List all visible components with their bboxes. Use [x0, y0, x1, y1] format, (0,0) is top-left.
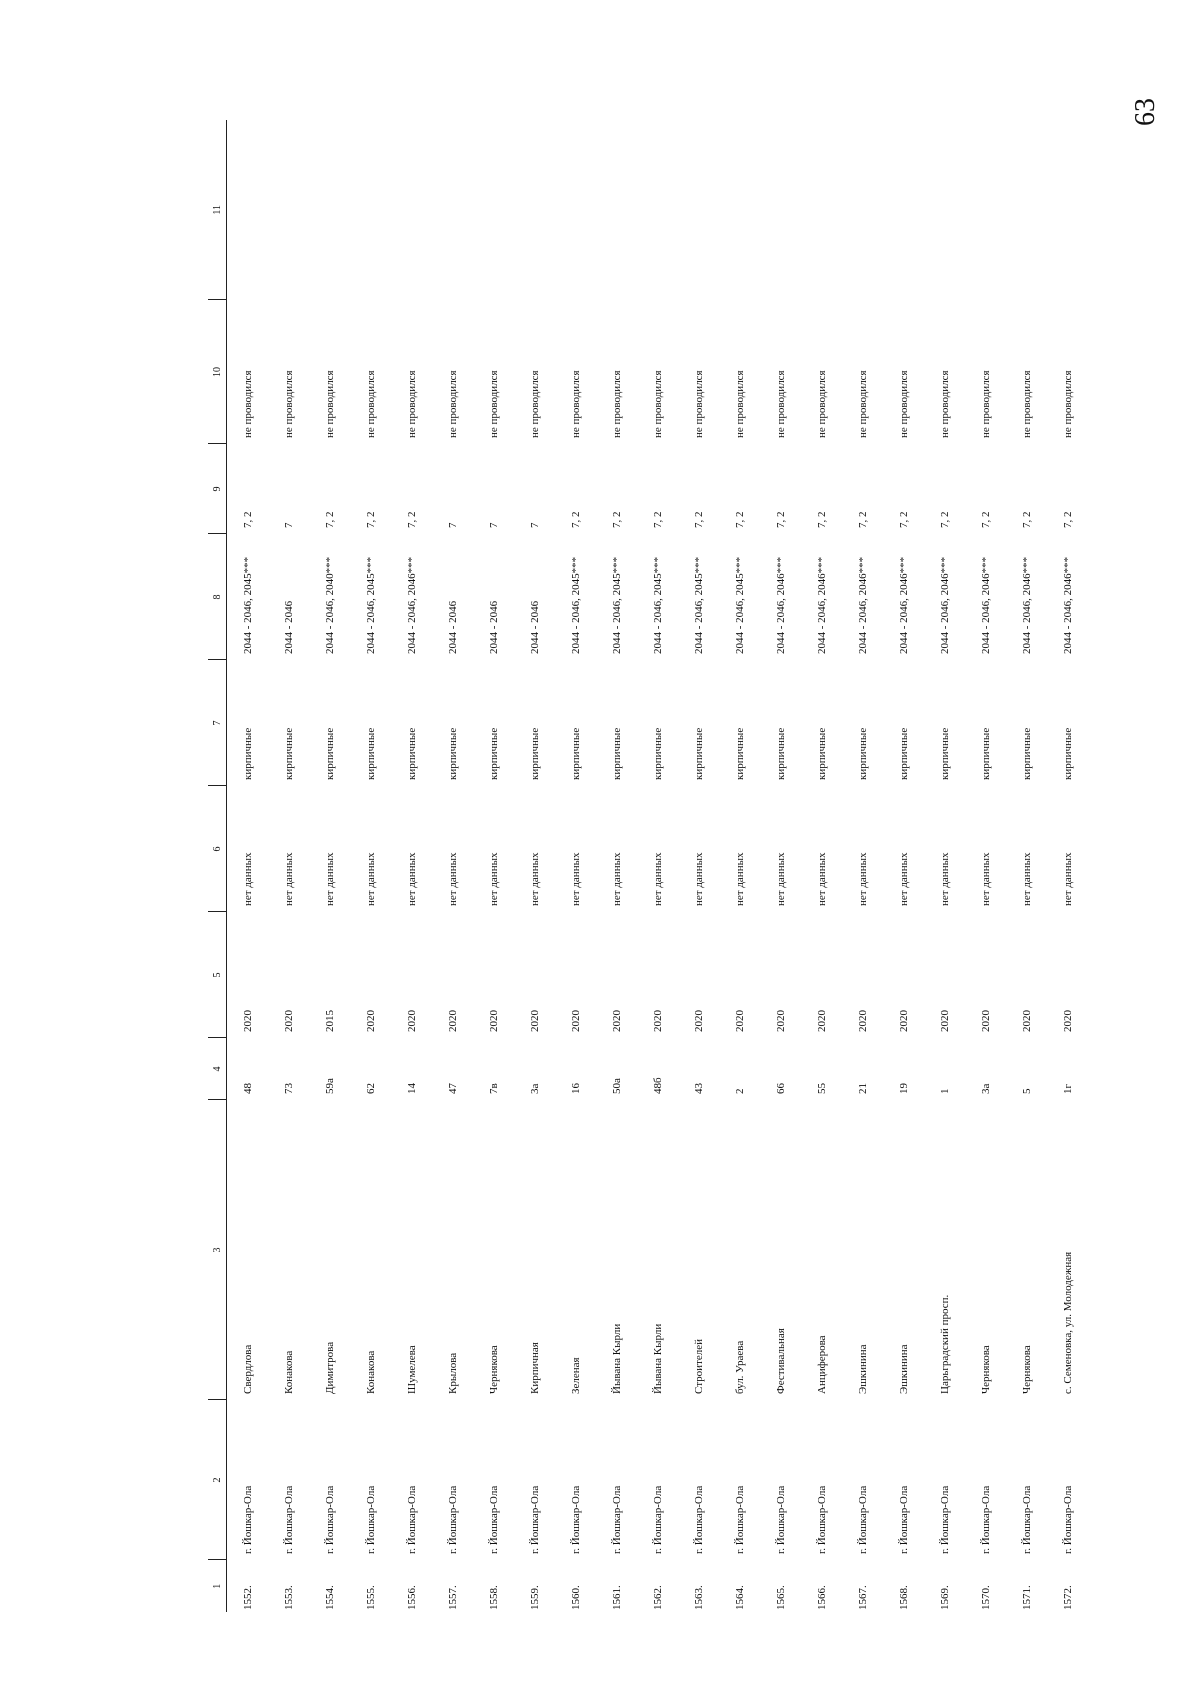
cell-street: Фестивальная [774, 1328, 787, 1394]
cell-data-status: нет данных [897, 852, 910, 906]
table-row [391, 120, 432, 1612]
cell-year: 2020 [692, 1010, 705, 1032]
cell-settlement: г. Йошкар-Ола [282, 1485, 295, 1554]
cell-note [678, 120, 719, 300]
cell-inspection-status: не проводился [692, 370, 705, 438]
cell-settlement: г. Йошкар-Ола [979, 1485, 992, 1554]
cell-row-number: 1570. [979, 1585, 992, 1610]
cell-data-status: нет данных [364, 852, 377, 906]
cell-work-type: 7, 2 [897, 511, 910, 528]
cell-repair-period: 2044 - 2046, 2046*** [405, 556, 418, 654]
table-row [309, 120, 350, 1612]
cell-year: 2020 [364, 1010, 377, 1032]
table-row [227, 120, 269, 1612]
cell-data-status: нет данных [938, 852, 951, 906]
cell-note [596, 120, 637, 300]
table-row [924, 120, 965, 1612]
table-row [842, 120, 883, 1612]
cell-settlement: г. Йошкар-Ола [774, 1485, 787, 1554]
cell-house-number: 73 [282, 1083, 295, 1094]
cell-street: Шумелева [405, 1345, 418, 1394]
cell-inspection-status: не проводился [323, 370, 336, 438]
cell-repair-period: 2044 - 2046, 2045*** [364, 556, 377, 654]
cell-inspection-status: не проводился [733, 370, 746, 438]
cell-settlement: г. Йошкар-Ола [938, 1485, 951, 1554]
cell-row-number: 1563. [692, 1585, 705, 1610]
table-row [514, 120, 555, 1612]
cell-street: бул. Ураева [733, 1340, 746, 1394]
cell-repair-period: 2044 - 2046, 2045*** [651, 556, 664, 654]
cell-note [1006, 120, 1047, 300]
cell-work-type: 7 [282, 522, 295, 528]
cell-street: Димитрова [323, 1341, 336, 1394]
cell-work-type: 7, 2 [569, 511, 582, 528]
cell-work-type: 7 [487, 522, 500, 528]
cell-data-status: нет данных [1061, 852, 1074, 906]
cell-settlement: г. Йошкар-Ола [405, 1485, 418, 1554]
cell-repair-period: 2044 - 2046, 2046*** [1061, 556, 1074, 654]
cell-street: Йывана Кырли [651, 1323, 664, 1394]
cell-wall-material: кирпичные [405, 727, 418, 780]
cell-inspection-status: не проводился [938, 370, 951, 438]
cell-wall-material: кирпичные [897, 727, 910, 780]
cell-work-type: 7, 2 [815, 511, 828, 528]
cell-data-status: нет данных [856, 852, 869, 906]
cell-work-type: 7 [446, 522, 459, 528]
cell-data-status: нет данных [569, 852, 582, 906]
cell-row-number: 1558. [487, 1585, 500, 1610]
cell-data-status: нет данных [610, 852, 623, 906]
cell-inspection-status: не проводился [446, 370, 459, 438]
cell-year: 2020 [733, 1010, 746, 1032]
cell-inspection-status: не проводился [569, 370, 582, 438]
cell-house-number: 19 [897, 1083, 910, 1094]
cell-note [268, 120, 309, 300]
cell-note [883, 120, 924, 300]
cell-house-number: 50а [610, 1078, 623, 1094]
cell-inspection-status: не проводился [897, 370, 910, 438]
cell-settlement: г. Йошкар-Ола [487, 1485, 500, 1554]
cell-data-status: нет данных [487, 852, 500, 906]
cell-street: Конакова [364, 1350, 377, 1394]
cell-wall-material: кирпичные [733, 727, 746, 780]
table-row [883, 120, 924, 1612]
cell-wall-material: кирпичные [241, 727, 254, 780]
cell-work-type: 7, 2 [692, 511, 705, 528]
table-row [268, 120, 309, 1612]
cell-street: Строителей [692, 1339, 705, 1394]
cell-settlement: г. Йошкар-Ола [241, 1485, 254, 1554]
cell-year: 2020 [241, 1010, 254, 1032]
table-row [1006, 120, 1047, 1612]
cell-street: Йывана Кырли [610, 1323, 623, 1394]
cell-note [801, 120, 842, 300]
cell-row-number: 1567. [856, 1585, 869, 1610]
cell-settlement: г. Йошкар-Ола [1020, 1485, 1033, 1554]
cell-street: с. Семеновка, ул. Молодежная [1061, 1251, 1074, 1394]
cell-data-status: нет данных [1020, 852, 1033, 906]
housing-table [208, 120, 1088, 1612]
cell-wall-material: кирпичные [364, 727, 377, 780]
cell-work-type: 7, 2 [733, 511, 746, 528]
cell-wall-material: кирпичные [651, 727, 664, 780]
cell-year: 2020 [938, 1010, 951, 1032]
cell-wall-material: кирпичные [487, 727, 500, 780]
cell-house-number: 48б [651, 1077, 664, 1094]
cell-repair-period: 2044 - 2046 [528, 600, 541, 654]
table-row [719, 120, 760, 1612]
cell-repair-period: 2044 - 2046 [446, 600, 459, 654]
cell-house-number: 14 [405, 1083, 418, 1094]
cell-year: 2020 [1061, 1010, 1074, 1032]
cell-inspection-status: не проводился [241, 370, 254, 438]
cell-year: 2020 [487, 1010, 500, 1032]
cell-year: 2020 [979, 1010, 992, 1032]
cell-wall-material: кирпичные [1061, 727, 1074, 780]
column-header-1: 1 [208, 1560, 227, 1612]
column-header-7: 7 [208, 660, 227, 786]
cell-year: 2020 [446, 1010, 459, 1032]
cell-settlement: г. Йошкар-Ола [528, 1485, 541, 1554]
cell-street: Чернякова [487, 1345, 500, 1394]
table-header [208, 120, 227, 1612]
cell-work-type: 7, 2 [610, 511, 623, 528]
cell-street: Чернякова [979, 1345, 992, 1394]
table-row [965, 120, 1006, 1612]
cell-wall-material: кирпичные [1020, 727, 1033, 780]
cell-data-status: нет данных [815, 852, 828, 906]
cell-inspection-status: не проводился [979, 370, 992, 438]
cell-note [309, 120, 350, 300]
cell-street: Эшкинина [856, 1344, 869, 1394]
document-table-rotated [208, 120, 1074, 1612]
column-header-10: 10 [208, 300, 227, 444]
cell-repair-period: 2044 - 2046 [282, 600, 295, 654]
header-row [208, 120, 227, 1612]
cell-house-number: 16 [569, 1083, 582, 1094]
cell-inspection-status: не проводился [651, 370, 664, 438]
cell-row-number: 1572. [1061, 1585, 1074, 1610]
cell-year: 2020 [405, 1010, 418, 1032]
cell-row-number: 1562. [651, 1585, 664, 1610]
cell-inspection-status: не проводился [282, 370, 295, 438]
cell-wall-material: кирпичные [282, 727, 295, 780]
cell-settlement: г. Йошкар-Ола [692, 1485, 705, 1554]
cell-year: 2020 [282, 1010, 295, 1032]
cell-street: Крылова [446, 1352, 459, 1394]
cell-row-number: 1565. [774, 1585, 787, 1610]
cell-row-number: 1554. [323, 1585, 336, 1610]
cell-note [842, 120, 883, 300]
column-header-9: 9 [208, 444, 227, 534]
cell-wall-material: кирпичные [692, 727, 705, 780]
cell-repair-period: 2044 - 2046 [487, 600, 500, 654]
cell-settlement: г. Йошкар-Ола [610, 1485, 623, 1554]
cell-note [1047, 120, 1088, 300]
cell-year: 2015 [323, 1010, 336, 1032]
cell-work-type: 7, 2 [1020, 511, 1033, 528]
column-header-6: 6 [208, 786, 227, 912]
cell-settlement: г. Йошкар-Ола [856, 1485, 869, 1554]
cell-note [637, 120, 678, 300]
cell-house-number: 3а [528, 1083, 541, 1094]
cell-data-status: нет данных [241, 852, 254, 906]
cell-repair-period: 2044 - 2046, 2046*** [1020, 556, 1033, 654]
cell-wall-material: кирпичные [815, 727, 828, 780]
cell-repair-period: 2044 - 2046, 2046*** [774, 556, 787, 654]
cell-street: Чернякова [1020, 1345, 1033, 1394]
column-header-3: 3 [208, 1100, 227, 1400]
cell-house-number: 1 [938, 1088, 951, 1094]
cell-note [227, 120, 269, 300]
cell-row-number: 1553. [282, 1585, 295, 1610]
cell-note [965, 120, 1006, 300]
cell-street: Свердлова [241, 1344, 254, 1394]
cell-repair-period: 2044 - 2046, 2046*** [938, 556, 951, 654]
cell-wall-material: кирпичные [856, 727, 869, 780]
cell-data-status: нет данных [733, 852, 746, 906]
table-row [596, 120, 637, 1612]
cell-inspection-status: не проводился [610, 370, 623, 438]
table-row [1047, 120, 1088, 1612]
cell-settlement: г. Йошкар-Ола [733, 1485, 746, 1554]
cell-row-number: 1566. [815, 1585, 828, 1610]
cell-work-type: 7, 2 [1061, 511, 1074, 528]
cell-house-number: 48 [241, 1083, 254, 1094]
table-row [801, 120, 842, 1612]
cell-year: 2020 [856, 1010, 869, 1032]
cell-house-number: 5 [1020, 1088, 1033, 1094]
cell-house-number: 1г [1061, 1083, 1074, 1094]
cell-street: Эшкинина [897, 1344, 910, 1394]
cell-wall-material: кирпичные [938, 727, 951, 780]
cell-inspection-status: не проводился [528, 370, 541, 438]
cell-row-number: 1552. [241, 1585, 254, 1610]
cell-work-type: 7, 2 [651, 511, 664, 528]
cell-settlement: г. Йошкар-Ола [1061, 1485, 1074, 1554]
table-row [678, 120, 719, 1612]
cell-wall-material: кирпичные [446, 727, 459, 780]
table-row [350, 120, 391, 1612]
cell-note [924, 120, 965, 300]
cell-note [514, 120, 555, 300]
cell-row-number: 1564. [733, 1585, 746, 1610]
cell-inspection-status: не проводился [364, 370, 377, 438]
cell-inspection-status: не проводился [815, 370, 828, 438]
cell-house-number: 47 [446, 1083, 459, 1094]
cell-row-number: 1560. [569, 1585, 582, 1610]
cell-house-number: 66 [774, 1083, 787, 1094]
cell-year: 2020 [651, 1010, 664, 1032]
cell-work-type: 7, 2 [979, 511, 992, 528]
table-row [432, 120, 473, 1612]
cell-repair-period: 2044 - 2046, 2046*** [897, 556, 910, 654]
cell-street: Царьградский просп. [938, 1294, 951, 1394]
cell-row-number: 1555. [364, 1585, 377, 1610]
table-body [227, 120, 1089, 1612]
cell-settlement: г. Йошкар-Ола [323, 1485, 336, 1554]
cell-row-number: 1561. [610, 1585, 623, 1610]
cell-year: 2020 [774, 1010, 787, 1032]
cell-data-status: нет данных [979, 852, 992, 906]
cell-note [719, 120, 760, 300]
cell-house-number: 3а [979, 1083, 992, 1094]
cell-settlement: г. Йошкар-Ола [815, 1485, 828, 1554]
cell-work-type: 7, 2 [323, 511, 336, 528]
cell-data-status: нет данных [446, 852, 459, 906]
cell-inspection-status: не проводился [1020, 370, 1033, 438]
cell-data-status: нет данных [528, 852, 541, 906]
cell-wall-material: кирпичные [979, 727, 992, 780]
table-row [555, 120, 596, 1612]
column-header-2: 2 [208, 1400, 227, 1560]
cell-inspection-status: не проводился [856, 370, 869, 438]
cell-repair-period: 2044 - 2046, 2045*** [569, 556, 582, 654]
cell-note [760, 120, 801, 300]
cell-note [473, 120, 514, 300]
page-number: 63 [1130, 98, 1161, 126]
cell-row-number: 1568. [897, 1585, 910, 1610]
cell-house-number: 2 [733, 1088, 746, 1094]
cell-settlement: г. Йошкар-Ола [364, 1485, 377, 1554]
cell-street: Конакова [282, 1350, 295, 1394]
cell-work-type: 7, 2 [364, 511, 377, 528]
cell-street: Зеленая [569, 1357, 582, 1394]
cell-note [350, 120, 391, 300]
cell-settlement: г. Йошкар-Ола [651, 1485, 664, 1554]
cell-work-type: 7, 2 [938, 511, 951, 528]
cell-repair-period: 2044 - 2046, 2045*** [733, 556, 746, 654]
cell-inspection-status: не проводился [487, 370, 500, 438]
cell-inspection-status: не проводился [405, 370, 418, 438]
cell-wall-material: кирпичные [323, 727, 336, 780]
cell-work-type: 7, 2 [241, 511, 254, 528]
cell-inspection-status: не проводился [1061, 370, 1074, 438]
cell-house-number: 59а [323, 1078, 336, 1094]
cell-year: 2020 [569, 1010, 582, 1032]
column-header-11: 11 [208, 120, 227, 300]
cell-data-status: нет данных [651, 852, 664, 906]
cell-repair-period: 2044 - 2046, 2045*** [692, 556, 705, 654]
cell-inspection-status: не проводился [774, 370, 787, 438]
cell-repair-period: 2044 - 2046, 2046*** [979, 556, 992, 654]
cell-row-number: 1569. [938, 1585, 951, 1610]
cell-repair-period: 2044 - 2046, 2045*** [610, 556, 623, 654]
cell-street: Кирпичная [528, 1342, 541, 1394]
cell-year: 2020 [528, 1010, 541, 1032]
cell-wall-material: кирпичные [610, 727, 623, 780]
cell-row-number: 1559. [528, 1585, 541, 1610]
cell-house-number: 43 [692, 1083, 705, 1094]
table-row [760, 120, 801, 1612]
cell-wall-material: кирпичные [774, 727, 787, 780]
cell-street: Анциферова [815, 1335, 828, 1394]
cell-repair-period: 2044 - 2046, 2040*** [323, 556, 336, 654]
table-row [473, 120, 514, 1612]
cell-settlement: г. Йошкар-Ола [897, 1485, 910, 1554]
cell-repair-period: 2044 - 2046, 2046*** [815, 556, 828, 654]
cell-year: 2020 [897, 1010, 910, 1032]
cell-data-status: нет данных [774, 852, 787, 906]
cell-house-number: 55 [815, 1083, 828, 1094]
cell-work-type: 7 [528, 522, 541, 528]
cell-house-number: 62 [364, 1083, 377, 1094]
cell-row-number: 1556. [405, 1585, 418, 1610]
column-header-8: 8 [208, 534, 227, 660]
cell-note [432, 120, 473, 300]
cell-settlement: г. Йошкар-Ола [569, 1485, 582, 1554]
table-row [637, 120, 678, 1612]
cell-house-number: 21 [856, 1083, 869, 1094]
column-header-5: 5 [208, 912, 227, 1038]
cell-data-status: нет данных [282, 852, 295, 906]
cell-row-number: 1557. [446, 1585, 459, 1610]
cell-year: 2020 [815, 1010, 828, 1032]
cell-settlement: г. Йошкар-Ола [446, 1485, 459, 1554]
cell-repair-period: 2044 - 2046, 2045*** [241, 556, 254, 654]
cell-wall-material: кирпичные [528, 727, 541, 780]
cell-wall-material: кирпичные [569, 727, 582, 780]
cell-year: 2020 [1020, 1010, 1033, 1032]
cell-house-number: 7в [487, 1083, 500, 1094]
cell-note [555, 120, 596, 300]
cell-work-type: 7, 2 [774, 511, 787, 528]
cell-row-number: 1571. [1020, 1585, 1033, 1610]
cell-year: 2020 [610, 1010, 623, 1032]
cell-work-type: 7, 2 [856, 511, 869, 528]
cell-note [391, 120, 432, 300]
cell-data-status: нет данных [692, 852, 705, 906]
cell-repair-period: 2044 - 2046, 2046*** [856, 556, 869, 654]
column-header-4: 4 [208, 1038, 227, 1100]
cell-work-type: 7, 2 [405, 511, 418, 528]
cell-data-status: нет данных [323, 852, 336, 906]
cell-data-status: нет данных [405, 852, 418, 906]
